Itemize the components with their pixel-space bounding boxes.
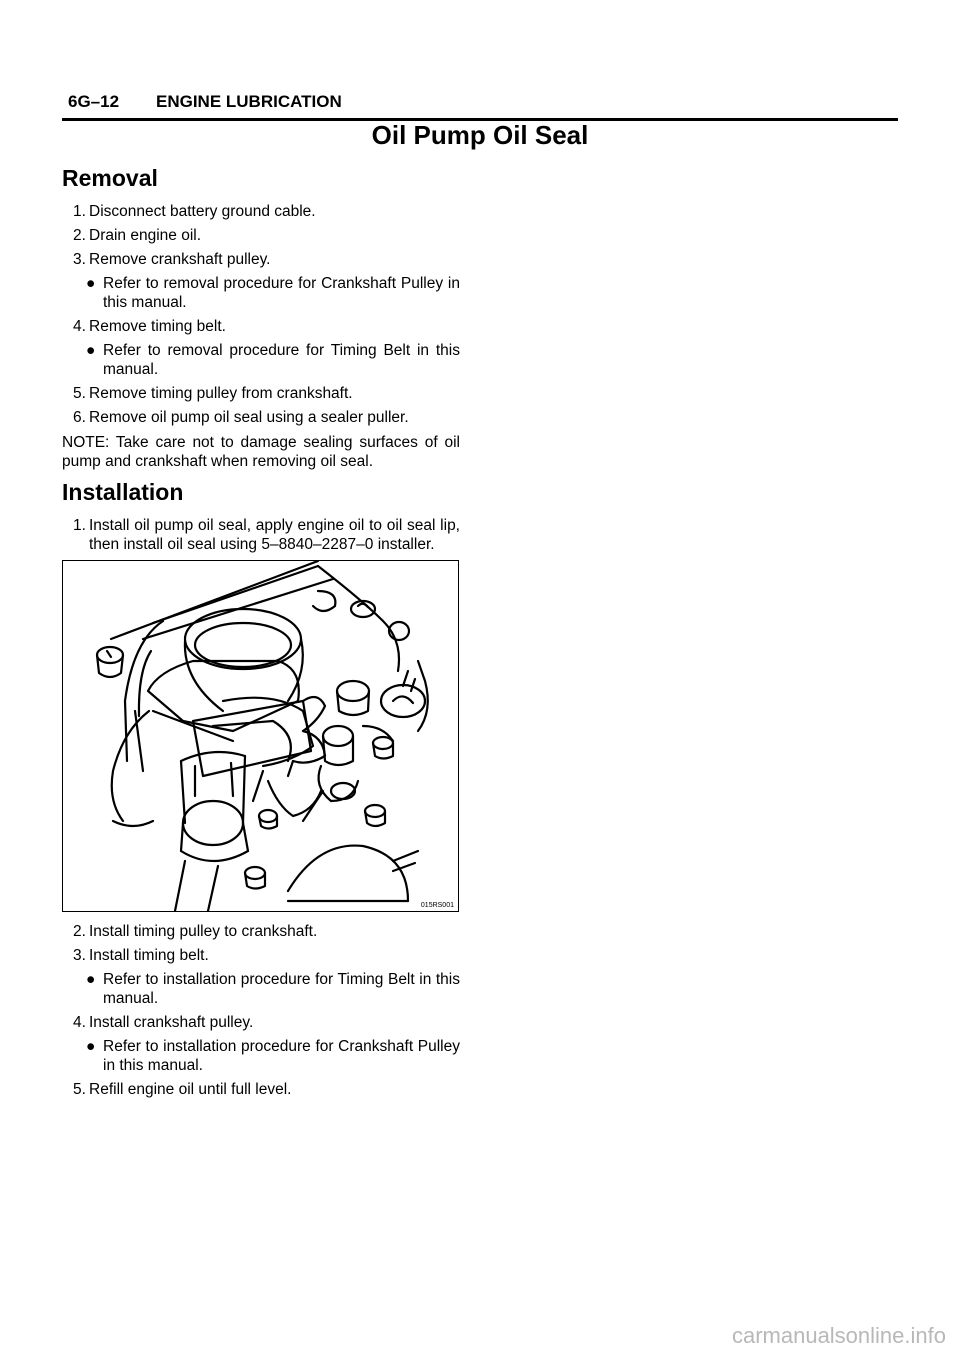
- removal-step-3-note: ● Refer to removal procedure for Crankshaft Pulley in this manual.: [86, 275, 460, 311]
- installation-step-2: 2. Install timing pulley to crankshaft.: [73, 923, 318, 940]
- bullet-icon: ●: [86, 342, 96, 359]
- installation-step-1: 1. Install oil pump oil seal, apply engine oil to oil seal lip, then install oil seal using 5–8840–2287–0 installer.: [73, 517, 460, 553]
- page-title: Oil Pump Oil Seal: [371, 120, 589, 150]
- installation-step-5: 5. Refill engine oil until full level.: [73, 1081, 292, 1098]
- oil-seal-installer-illustration: [62, 560, 459, 912]
- removal-step-5: 5. Remove timing pulley from crankshaft.: [73, 385, 353, 402]
- installation-step-3: 3. Install timing belt.: [73, 947, 209, 964]
- removal-step-6: 6. Remove oil pump oil seal using a sealer puller.: [73, 409, 409, 426]
- figure-code: 015RS001: [420, 902, 454, 909]
- bullet-icon: ●: [86, 275, 96, 292]
- bullet-icon: ●: [86, 971, 96, 988]
- removal-step-1: 1. Disconnect battery ground cable.: [73, 203, 316, 220]
- removal-step-3: 3. Remove crankshaft pulley.: [73, 251, 271, 268]
- installation-heading: Installation: [62, 479, 184, 505]
- removal-note: NOTE: Take care not to damage sealing surfaces of oil pump and crankshaft when removing oil seal.: [62, 434, 460, 470]
- chapter-title: ENGINE LUBRICATION: [156, 92, 342, 111]
- installation-step-3-note: ● Refer to installation procedure for Timing Belt in this manual.: [86, 971, 460, 1007]
- removal-heading: Removal: [62, 165, 158, 191]
- installation-step-first: [62, 516, 460, 559]
- installation-step-4: 4. Install crankshaft pulley.: [73, 1014, 254, 1031]
- installation-steps: [62, 922, 460, 1104]
- section-number: 6G–12: [68, 92, 120, 111]
- installation-step-4-note: ● Refer to installation procedure for Crankshaft Pulley in this manual.: [86, 1038, 460, 1074]
- removal-step-4-note: ● Refer to removal procedure for Timing Belt in this manual.: [86, 342, 460, 378]
- removal-steps: [62, 202, 460, 471]
- page-header: [62, 90, 898, 121]
- bullet-icon: ●: [86, 1038, 96, 1055]
- removal-step-4: 4. Remove timing belt.: [73, 318, 226, 335]
- removal-step-2: 2. Drain engine oil.: [73, 227, 202, 244]
- watermark: carmanualsonline.info: [731, 1323, 946, 1348]
- engine-line-drawing: [63, 561, 458, 911]
